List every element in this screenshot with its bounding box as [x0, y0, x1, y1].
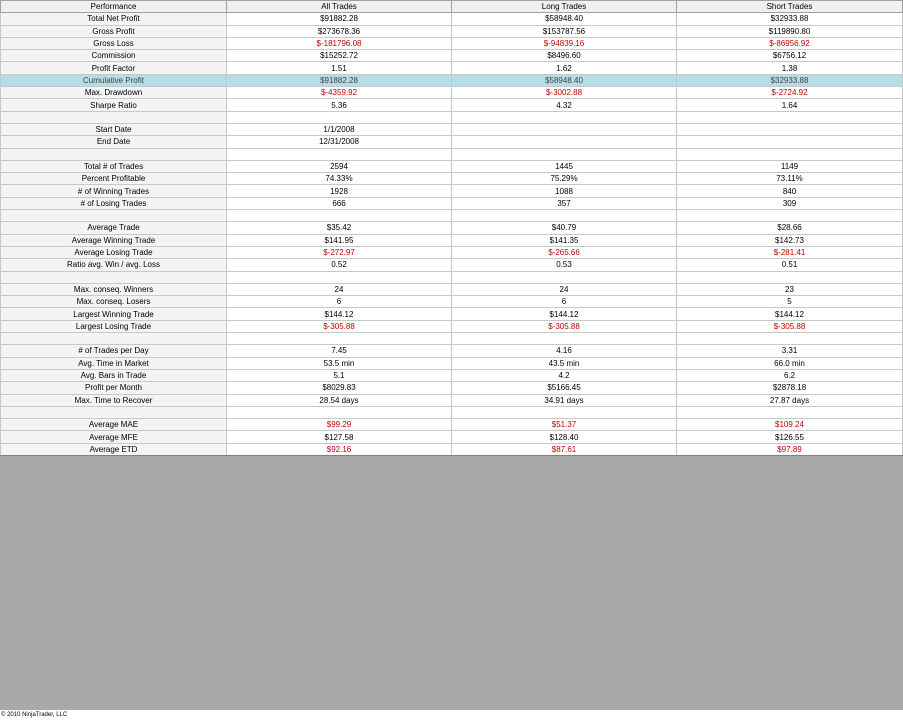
- cell-all-trades: 0.52: [227, 259, 452, 271]
- cell-short-trades: $97.89: [677, 443, 903, 455]
- cell-all-trades: 28.54 days: [227, 394, 452, 406]
- cell-short-trades: $-86956.92: [677, 37, 903, 49]
- cell-long-trades: $5166.45: [452, 382, 677, 394]
- cell-short-trades: [677, 123, 903, 135]
- row-label: Total Net Profit: [1, 13, 227, 25]
- cell-all-trades: 24: [227, 283, 452, 295]
- table-row[interactable]: [1, 210, 903, 222]
- row-label: Gross Profit: [1, 25, 227, 37]
- row-label: Largest Winning Trade: [1, 308, 227, 320]
- table-row[interactable]: [1, 185, 903, 197]
- cell-all-trades: 1928: [227, 185, 452, 197]
- cell-all-trades: $127.58: [227, 431, 452, 443]
- cell-long-trades: [452, 123, 677, 135]
- cell-short-trades: $119890.80: [677, 25, 903, 37]
- cell-long-trades: 24: [452, 283, 677, 295]
- cell-short-trades: 840: [677, 185, 903, 197]
- cell-all-trades: $-305.88: [227, 320, 452, 332]
- cell-short-trades: $2878.18: [677, 382, 903, 394]
- cell-all-trades: 7.45: [227, 345, 452, 357]
- table-row[interactable]: [1, 296, 903, 308]
- row-label: Average Winning Trade: [1, 234, 227, 246]
- table-row[interactable]: [1, 173, 903, 185]
- row-label: Average MAE: [1, 419, 227, 431]
- table-row[interactable]: [1, 111, 903, 123]
- cell-short-trades: $32933.88: [677, 13, 903, 25]
- row-label: Max. Time to Recover: [1, 394, 227, 406]
- cell-all-trades: $-4359.92: [227, 87, 452, 99]
- row-label: Average Losing Trade: [1, 246, 227, 258]
- column-header-short-trades[interactable]: Short Trades: [677, 1, 903, 13]
- cell-long-trades: 357: [452, 197, 677, 209]
- row-label: Profit Factor: [1, 62, 227, 74]
- cell-short-trades: 66.0 min: [677, 357, 903, 369]
- table-row[interactable]: [1, 259, 903, 271]
- row-label: [1, 333, 227, 345]
- cell-all-trades: $92.16: [227, 443, 452, 455]
- table-row[interactable]: [1, 123, 903, 135]
- cell-all-trades: $91882.28: [227, 13, 452, 25]
- cell-long-trades: $-305.88: [452, 320, 677, 332]
- cell-short-trades: $-305.88: [677, 320, 903, 332]
- row-label: # of Losing Trades: [1, 197, 227, 209]
- cell-long-trades: $8496.60: [452, 50, 677, 62]
- cell-short-trades: [677, 136, 903, 148]
- cell-long-trades: $144.12: [452, 308, 677, 320]
- row-label: [1, 148, 227, 160]
- table-row[interactable]: [1, 136, 903, 148]
- table-row[interactable]: [1, 234, 903, 246]
- cell-long-trades: [452, 148, 677, 160]
- table-row[interactable]: [1, 283, 903, 295]
- cell-all-trades: 5.36: [227, 99, 452, 111]
- row-label: Profit per Month: [1, 382, 227, 394]
- cell-long-trades: [452, 406, 677, 418]
- cell-long-trades: 1445: [452, 160, 677, 172]
- cell-short-trades: 309: [677, 197, 903, 209]
- row-label: [1, 406, 227, 418]
- table-row[interactable]: [1, 443, 903, 455]
- cell-all-trades: $91882.28: [227, 74, 452, 86]
- cell-all-trades: 74.33%: [227, 173, 452, 185]
- table-row[interactable]: [1, 62, 903, 74]
- cell-all-trades: $-272.97: [227, 246, 452, 258]
- row-label: # of Trades per Day: [1, 345, 227, 357]
- cell-all-trades: $15252.72: [227, 50, 452, 62]
- row-label: Cumulative Profit: [1, 74, 227, 86]
- cell-all-trades: [227, 406, 452, 418]
- table-row[interactable]: [1, 419, 903, 431]
- cell-short-trades: [677, 111, 903, 123]
- cell-all-trades: [227, 210, 452, 222]
- cell-short-trades: $28.66: [677, 222, 903, 234]
- cell-all-trades: 1/1/2008: [227, 123, 452, 135]
- table-row[interactable]: [1, 50, 903, 62]
- cell-long-trades: $128.40: [452, 431, 677, 443]
- cell-long-trades: $141.35: [452, 234, 677, 246]
- row-label: # of Winning Trades: [1, 185, 227, 197]
- cell-short-trades: 6.2: [677, 369, 903, 381]
- row-label: [1, 271, 227, 283]
- cell-long-trades: $-94839.16: [452, 37, 677, 49]
- cell-all-trades: $-181796.08: [227, 37, 452, 49]
- cell-long-trades: $-265.66: [452, 246, 677, 258]
- cell-short-trades: $32933.88: [677, 74, 903, 86]
- row-label: Max. conseq. Losers: [1, 296, 227, 308]
- table-row[interactable]: [1, 333, 903, 345]
- row-label: Average ETD: [1, 443, 227, 455]
- cell-long-trades: 4.2: [452, 369, 677, 381]
- cell-long-trades: [452, 136, 677, 148]
- table-row[interactable]: [1, 197, 903, 209]
- row-label: Gross Loss: [1, 37, 227, 49]
- row-label: Average MFE: [1, 431, 227, 443]
- cell-all-trades: $99.29: [227, 419, 452, 431]
- cell-all-trades: 2594: [227, 160, 452, 172]
- cell-all-trades: 1.51: [227, 62, 452, 74]
- cell-long-trades: 0.53: [452, 259, 677, 271]
- cell-long-trades: 4.32: [452, 99, 677, 111]
- table-body: [1, 13, 903, 456]
- row-label: Sharpe Ratio: [1, 99, 227, 111]
- table-row[interactable]: [1, 246, 903, 258]
- table-row[interactable]: [1, 87, 903, 99]
- cell-all-trades: 5.1: [227, 369, 452, 381]
- cell-long-trades: $58948.40: [452, 13, 677, 25]
- cell-short-trades: 73.11%: [677, 173, 903, 185]
- cell-long-trades: $-3002.88: [452, 87, 677, 99]
- row-label: End Date: [1, 136, 227, 148]
- row-label: Max. conseq. Winners: [1, 283, 227, 295]
- cell-all-trades: [227, 333, 452, 345]
- table-row[interactable]: [1, 74, 903, 86]
- cell-short-trades: [677, 406, 903, 418]
- cell-long-trades: 43.5 min: [452, 357, 677, 369]
- column-header-performance[interactable]: Performance: [1, 1, 227, 13]
- cell-short-trades: 1.64: [677, 99, 903, 111]
- cell-long-trades: 6: [452, 296, 677, 308]
- status-footer: [0, 710, 903, 720]
- cell-all-trades: $35.42: [227, 222, 452, 234]
- cell-short-trades: $126.55: [677, 431, 903, 443]
- cell-all-trades: $144.12: [227, 308, 452, 320]
- table-row[interactable]: [1, 431, 903, 443]
- cell-long-trades: $40.79: [452, 222, 677, 234]
- table-row[interactable]: [1, 99, 903, 111]
- cell-long-trades: 34.91 days: [452, 394, 677, 406]
- table-row[interactable]: [1, 345, 903, 357]
- cell-short-trades: [677, 210, 903, 222]
- cell-long-trades: $153787.56: [452, 25, 677, 37]
- table-row[interactable]: [1, 13, 903, 25]
- cell-short-trades: 27.87 days: [677, 394, 903, 406]
- table-row[interactable]: [1, 369, 903, 381]
- column-header-long-trades[interactable]: Long Trades: [452, 1, 677, 13]
- row-label: Avg. Time in Market: [1, 357, 227, 369]
- cell-long-trades: $58948.40: [452, 74, 677, 86]
- row-label: Start Date: [1, 123, 227, 135]
- table-row[interactable]: [1, 160, 903, 172]
- table-row[interactable]: [1, 406, 903, 418]
- table-header-row: [1, 1, 903, 13]
- cell-all-trades: 53.5 min: [227, 357, 452, 369]
- cell-long-trades: $51.37: [452, 419, 677, 431]
- row-label: Total # of Trades: [1, 160, 227, 172]
- row-label: Commission: [1, 50, 227, 62]
- table-row[interactable]: [1, 271, 903, 283]
- row-label: [1, 210, 227, 222]
- row-label: Max. Drawdown: [1, 87, 227, 99]
- table-row[interactable]: [1, 357, 903, 369]
- cell-long-trades: 1.62: [452, 62, 677, 74]
- cell-all-trades: 12/31/2008: [227, 136, 452, 148]
- cell-long-trades: [452, 210, 677, 222]
- table-row[interactable]: [1, 222, 903, 234]
- cell-short-trades: 0.51: [677, 259, 903, 271]
- copyright-text: © 2010 NinjaTrader, LLC: [1, 712, 68, 718]
- row-label: Largest Losing Trade: [1, 320, 227, 332]
- table-row[interactable]: [1, 37, 903, 49]
- table-row[interactable]: [1, 382, 903, 394]
- row-label: [1, 111, 227, 123]
- column-header-all-trades[interactable]: All Trades: [227, 1, 452, 13]
- cell-short-trades: [677, 333, 903, 345]
- cell-short-trades: 5: [677, 296, 903, 308]
- cell-short-trades: $6756.12: [677, 50, 903, 62]
- cell-long-trades: 4.16: [452, 345, 677, 357]
- row-label: Percent Profitable: [1, 173, 227, 185]
- cell-long-trades: 1088: [452, 185, 677, 197]
- cell-short-trades: $144.12: [677, 308, 903, 320]
- table-row[interactable]: [1, 148, 903, 160]
- cell-all-trades: 6: [227, 296, 452, 308]
- table-row[interactable]: [1, 308, 903, 320]
- cell-all-trades: [227, 111, 452, 123]
- table-row[interactable]: [1, 25, 903, 37]
- row-label: Average Trade: [1, 222, 227, 234]
- cell-long-trades: [452, 271, 677, 283]
- cell-short-trades: 23: [677, 283, 903, 295]
- cell-short-trades: 1149: [677, 160, 903, 172]
- cell-all-trades: 666: [227, 197, 452, 209]
- cell-short-trades: $109.24: [677, 419, 903, 431]
- cell-all-trades: $141.95: [227, 234, 452, 246]
- row-label: Ratio avg. Win / avg. Loss: [1, 259, 227, 271]
- cell-long-trades: 75.29%: [452, 173, 677, 185]
- table-row[interactable]: [1, 320, 903, 332]
- cell-short-trades: 1.38: [677, 62, 903, 74]
- cell-all-trades: $273678.36: [227, 25, 452, 37]
- cell-long-trades: [452, 333, 677, 345]
- cell-short-trades: $142.73: [677, 234, 903, 246]
- row-label: Avg. Bars in Trade: [1, 369, 227, 381]
- cell-long-trades: $87.61: [452, 443, 677, 455]
- cell-all-trades: $8029.83: [227, 382, 452, 394]
- cell-short-trades: [677, 271, 903, 283]
- cell-all-trades: [227, 271, 452, 283]
- cell-all-trades: [227, 148, 452, 160]
- table-row[interactable]: [1, 394, 903, 406]
- cell-short-trades: 3.31: [677, 345, 903, 357]
- cell-long-trades: [452, 111, 677, 123]
- cell-short-trades: [677, 148, 903, 160]
- cell-short-trades: $-281.41: [677, 246, 903, 258]
- cell-short-trades: $-2724.92: [677, 87, 903, 99]
